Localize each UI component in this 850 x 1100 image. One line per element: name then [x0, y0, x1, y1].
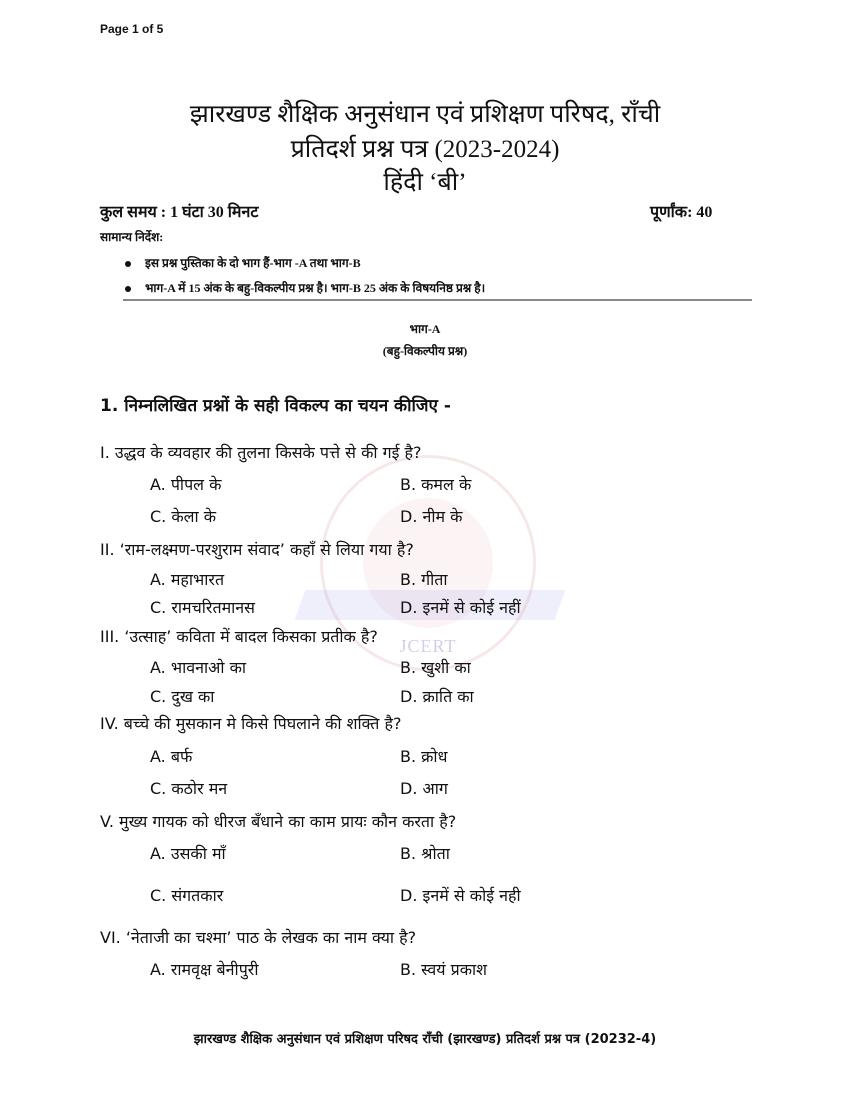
question-text: IV. बच्चे की मुसकान मे किसे पिघलाने की शक्ति है?	[100, 714, 402, 733]
subject-title: हिंदी ‘बी’	[383, 169, 467, 196]
question-text: III. ‘उत्साह’ कविता में बादल किसका प्रतीक है?	[100, 627, 378, 646]
option-b: B. गीता	[400, 570, 448, 589]
option-a: A. उसकी माँ	[150, 844, 226, 863]
option-d: D. आग	[400, 779, 448, 798]
option-b: B. श्रोता	[400, 844, 450, 863]
total-marks: पूर्णांक: 40	[650, 204, 713, 221]
question-text: I. उद्धव के व्यवहार की तुलना किसके पत्ते से की गई है?	[100, 443, 422, 462]
section-subtitle: (बहु-विकल्पीय प्रश्न)	[382, 344, 468, 358]
page-indicator: Page 1 of 5	[100, 22, 164, 36]
option-c: C. केला के	[150, 507, 216, 526]
instruction-item: भाग-A में 15 अंक के बहु-विकल्पीय प्रश्न है। भाग-B 25 अंक के विषयनिष्ठ प्रश्न है।	[125, 279, 485, 296]
option-c: C. रामचरितमानस	[150, 598, 255, 617]
option-a: A. रामवृक्ष बेनीपुरी	[150, 960, 259, 979]
option-b: B. क्रोध	[400, 747, 448, 766]
option-d: D. नीम के	[400, 507, 463, 526]
instructions-label: सामान्य निर्देश:	[100, 230, 164, 244]
paper-title: प्रतिदर्श प्रश्न पत्र (2023-2024)	[290, 136, 560, 163]
instruction-item: इस प्रश्न पुस्तिका के दो भाग हैं-भाग -A तथा भाग-B	[125, 254, 361, 271]
option-d: D. क्राति का	[400, 687, 474, 706]
option-a: A. महाभारत	[150, 570, 225, 589]
watermark-text: JCERT	[399, 636, 457, 656]
section-title: भाग-A	[409, 322, 441, 336]
divider	[123, 299, 752, 301]
bullet-icon	[125, 261, 131, 267]
option-c: C. संगतकार	[150, 886, 224, 905]
option-b: B. खुशी का	[400, 658, 471, 677]
option-d: D. इनमें से कोई नही	[400, 886, 521, 905]
option-a: A. भावनाओ का	[150, 658, 247, 677]
bullet-icon	[125, 286, 131, 292]
option-b: B. स्वयं प्रकाश	[400, 960, 488, 979]
question-text: V. मुख्य गायक को धीरज बँधाने का काम प्रायः कौन करता है?	[100, 812, 457, 831]
question-text: II. ‘राम-लक्ष्मण-परशुराम संवाद’ कहाँ से लिया गया है?	[100, 540, 414, 559]
option-c: C. दुख का	[150, 687, 215, 706]
org-title: झारखण्ड शैक्षिक अनुसंधान एवं प्रशिक्षण परिषद, राँची	[189, 101, 661, 128]
question-heading: 1. निम्नलिखित प्रश्नों के सही विकल्प का चयन कीजिए -	[100, 396, 451, 416]
option-c: C. कठोर मन	[150, 779, 228, 798]
option-a: A. बर्फ	[150, 747, 193, 766]
option-b: B. कमल के	[400, 475, 472, 494]
total-time: कुल समय : 1 घंटा 30 मिनट	[100, 204, 259, 221]
option-d: D. इनमें से कोई नहीं	[400, 598, 521, 617]
question-text: VI. ‘नेताजी का चश्मा’ पाठ के लेखक का नाम क्या है?	[100, 928, 417, 947]
page-footer: झारखण्ड शैक्षिक अनुसंधान एवं प्रशिक्षण परिषद राँची (झारखण्ड) प्रतिदर्श प्रश्न पत्र (20232-4)	[193, 1032, 657, 1047]
option-a: A. पीपल के	[150, 475, 222, 494]
